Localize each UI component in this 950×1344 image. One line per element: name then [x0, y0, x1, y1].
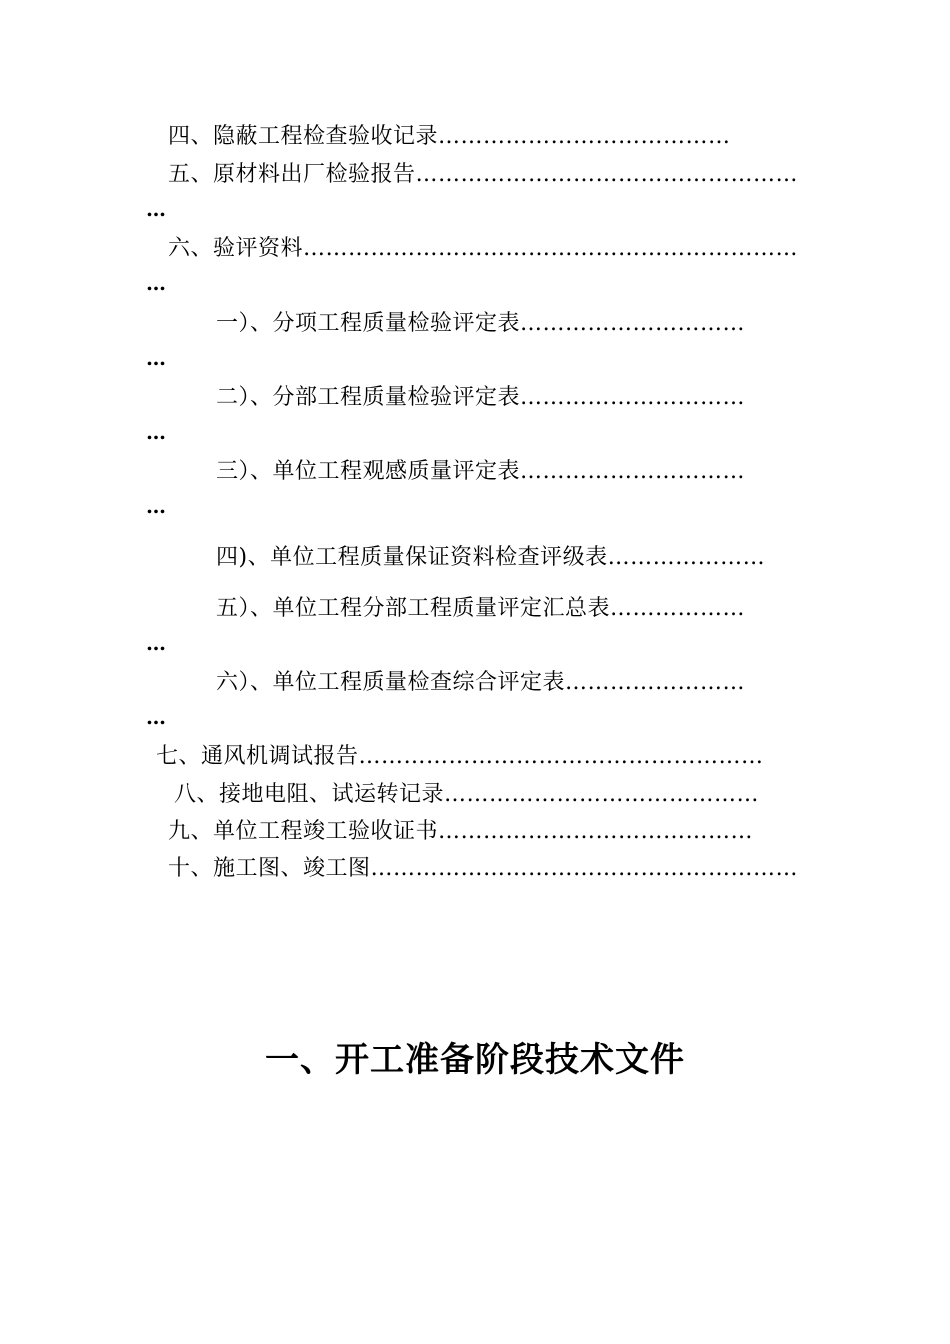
toc-entry-drawings: 十、施工图、竣工图………………………………………………… — [168, 856, 799, 881]
toc-entry-continuation: … — [146, 346, 165, 370]
toc-entry-subitem-evaluation: 一）、分项工程质量检验评定表………………………… — [216, 311, 746, 336]
section-heading: 一、开工准备阶段技术文件 — [265, 1040, 685, 1080]
toc-entry-continuation: … — [146, 705, 165, 729]
toc-entry-hidden-works: 四、隐蔽工程检查验收记录………………………………… — [168, 124, 731, 149]
toc-entry-comprehensive-evaluation: 六）、单位工程质量检查综合评定表…………………… — [216, 670, 746, 695]
toc-entry-continuation: … — [146, 197, 165, 221]
toc-entry-completion-certificate: 九、单位工程竣工验收证书…………………………………… — [168, 819, 754, 844]
toc-entry-material-reports: 五、原材料出厂检验报告…………………………………………… — [168, 162, 799, 187]
toc-entry-appearance-evaluation: 三）、单位工程观感质量评定表………………………… — [216, 459, 746, 484]
toc-entry-continuation: … — [146, 420, 165, 444]
toc-entry-grounding-resistance: 八、接地电阻、试运转记录…………………………………… — [174, 782, 760, 807]
toc-entry-division-summary: 五）、单位工程分部工程质量评定汇总表……………… — [216, 596, 746, 621]
toc-entry-evaluation-data: 六、验评资料………………………………………………………… — [168, 236, 799, 261]
toc-entry-continuation: … — [146, 494, 165, 518]
toc-entry-fan-commissioning: 七、通风机调试报告……………………………………………… — [156, 744, 764, 769]
toc-entry-quality-assurance: 四)、单位工程质量保证资料检查评级表………………… — [216, 545, 766, 570]
toc-entry-continuation: … — [146, 631, 165, 655]
toc-entry-division-evaluation: 二）、分部工程质量检验评定表………………………… — [216, 385, 746, 410]
toc-entry-continuation: … — [146, 271, 165, 295]
